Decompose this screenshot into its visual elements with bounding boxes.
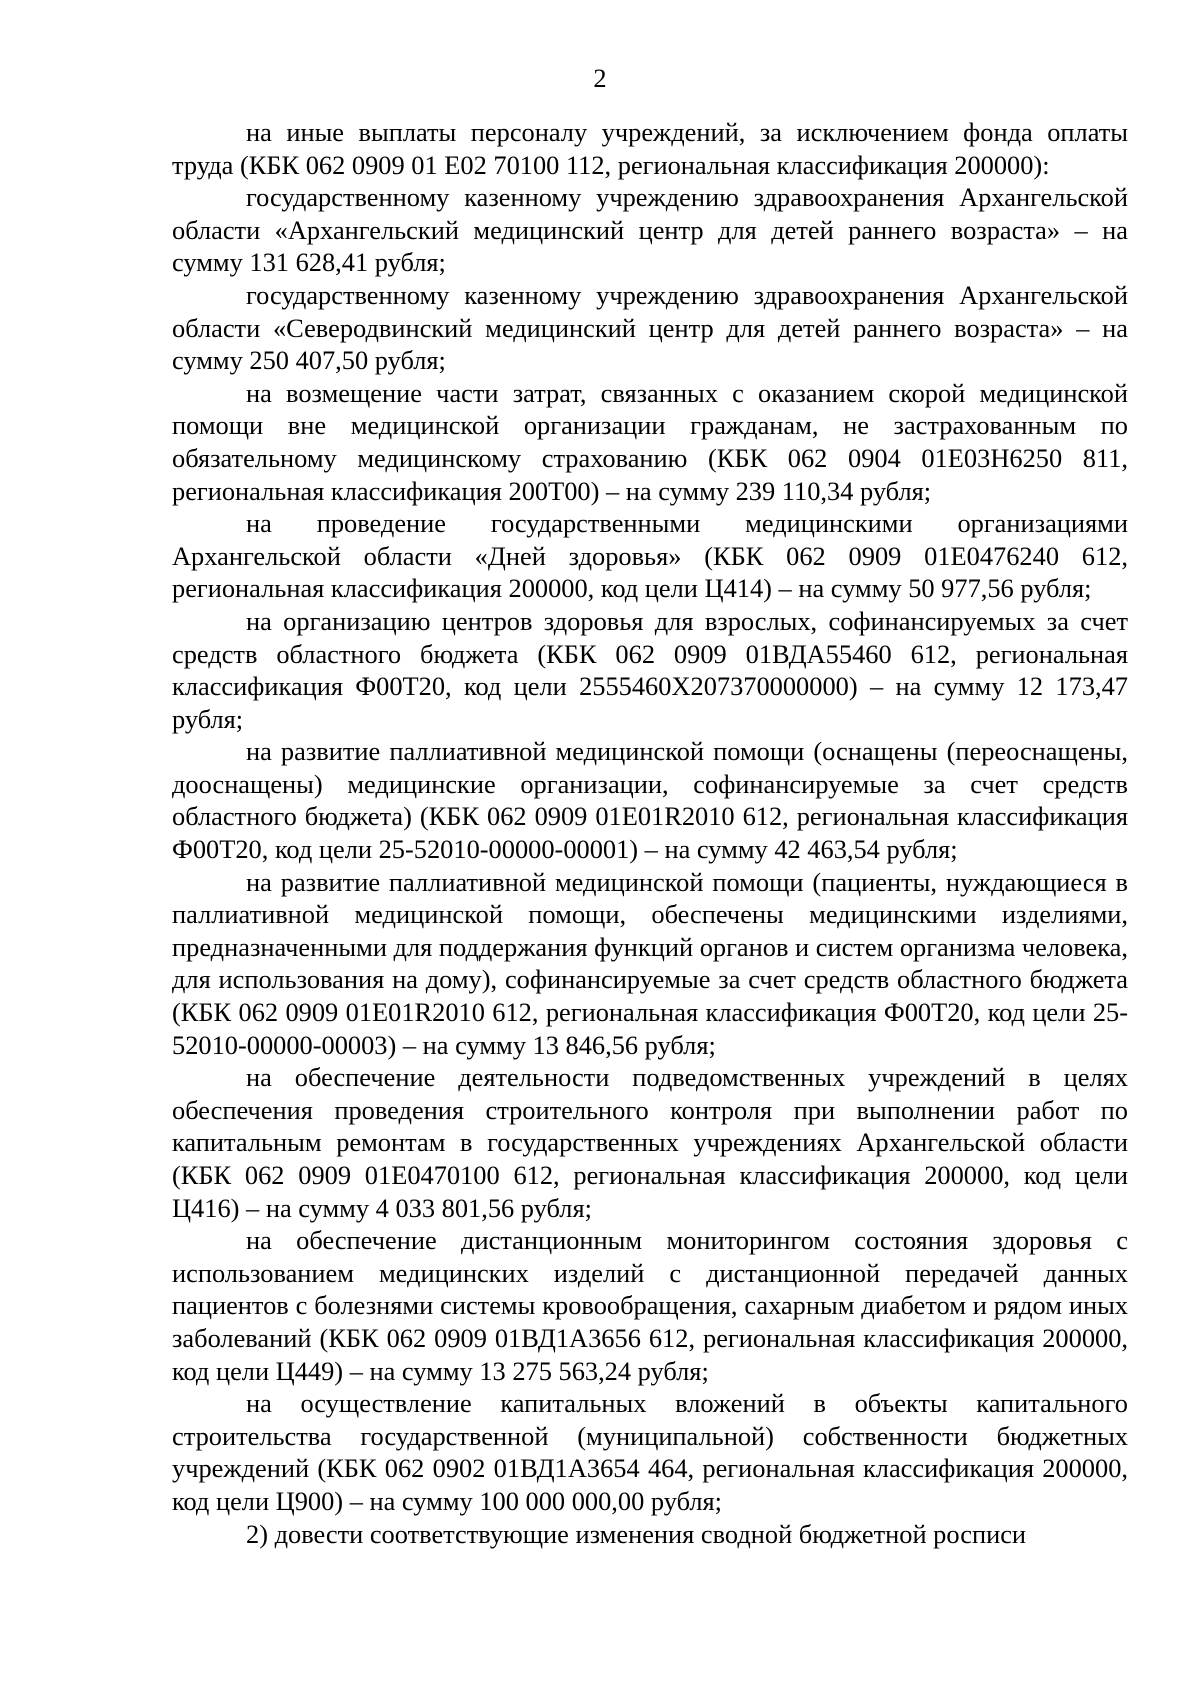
document-body: [172, 116, 1128, 1550]
paragraph-arkhangelsk-center: государственному казенному учреждению здравоохранения Архангельской области «Архангельский медицинский центр для детей раннего возраста» – на сумму 131 628,41 рубля;: [172, 182, 1128, 278]
paragraph-severodvinsk-center: государственному казенному учреждению здравоохранения Архангельской области «Северодвинский медицинский центр для детей раннего возраста» – на сумму 250 407,50 рубля;: [172, 279, 1128, 376]
paragraph-capital-investments: на осуществление капитальных вложений в объекты капитального строительства государственной (муниципальной) собственности бюджетных учреждений (КБК 062 0902 01ВД1А3654 464, региональная классификация 200000, код цели Ц900) – на сумму 100 000 000,00 рубля;: [172, 1388, 1128, 1516]
page-number: 2: [593, 63, 607, 93]
paragraph-health-centers: на организацию центров здоровья для взрослых, софинансируемых за счет средств областного бюджета (КБК 062 0909 01ВДА55460 612, региональная классификация Ф00Т20, код цели 2555460Х207370000000) – на сумму 12 173,47 рубля;: [172, 605, 1128, 734]
paragraph-item-2: 2) довести соответствующие изменения сводной бюджетной росписи: [246, 1518, 1027, 1549]
paragraph-remote-monitoring: на обеспечение дистанционным мониторингом состояния здоровья с использованием медицинских изделий с дистанционной передачей данных пациентов с болезнями системы кровообращения, сахарным диабетом и рядом иных заболеваний (КБК 062 0909 01ВД1А3656 612, региональная классификация 200000, код цели Ц449) – на сумму 13 275 563,24 рубля;: [172, 1225, 1128, 1386]
paragraph-health-days: на проведение государственными медицинскими организациями Архангельской области «Дней здоровья» (КБК 062 0909 01Е0476240 612, региональная классификация 200000, код цели Ц414) – на сумму 50 977,56 рубля;: [172, 508, 1128, 604]
paragraph-other-payments: на иные выплаты персоналу учреждений, за исключением фонда оплаты труда (КБК 062 0909 01 Е02 70100 112, региональная классификация 200000):: [172, 117, 1128, 180]
paragraph-palliative-equipment: на развитие паллиативной медицинской помощи (оснащены (переоснащены, дооснащены) медицинские организации, софинансируемые за счет средств областного бюджета) (КБК 062 0909 01Е01R2010 612, региональная классификация Ф00Т20, код цели 25-52010-00000-00001) – на сумму 42 463,54 рубля;: [172, 736, 1128, 865]
paragraph-palliative-devices: на развитие паллиативной медицинской помощи (пациенты, нуждающиеся в паллиативной медицинской помощи, обеспечены медицинскими изделиями, предназначенными для поддержания функций органов и систем организма человека, для использования на дому), софинансируемые за счет средств областного бюджета (КБК 062 0909 01Е01R2010 612, региональная классификация Ф00Т20, код цели 25-52010-00000-00003) – на сумму 13 846,56 рубля;: [172, 866, 1128, 1060]
paragraph-construction-control: на обеспечение деятельности подведомственных учреждений в целях обеспечения проведения строительного контроля при выполнении работ по капитальным ремонтам в государственных учреждениях Архангельской области (КБК 062 0909 01Е0470100 612, региональная классификация 200000, код цели Ц416) – на сумму 4 033 801,56 рубля;: [172, 1062, 1128, 1223]
paragraph-emergency-care: на возмещение части затрат, связанных с оказанием скорой медицинской помощи вне медицинской организации гражданам, не застрахованным по обязательному медицинскому страхованию (КБК 062 0904 01Е03Н6250 811, региональная классификация 200Т00) – на сумму 239 110,34 рубля;: [172, 377, 1128, 506]
